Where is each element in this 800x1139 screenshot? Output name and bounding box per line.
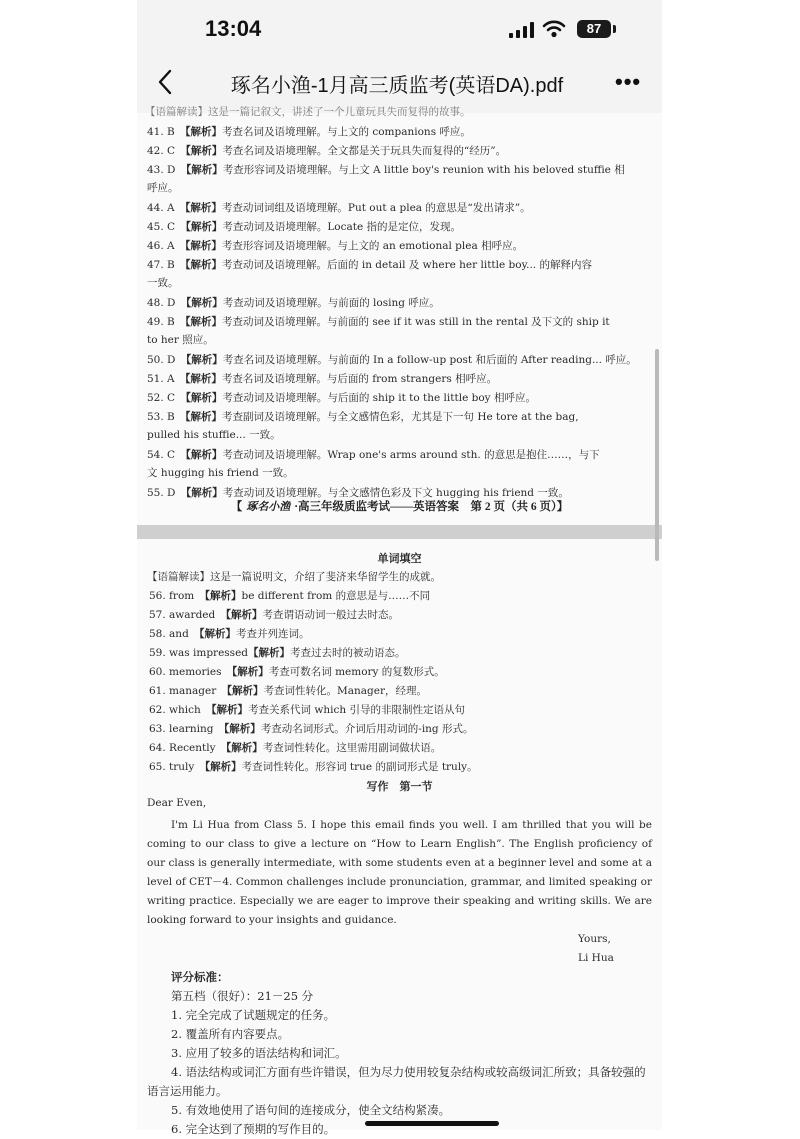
phone-screen xyxy=(137,0,662,1136)
answer-row: 45. C 【解析】考查动词及语境理解。Locate 指的是定位，发现。 xyxy=(147,221,462,233)
fill-row: 57. awarded 【解析】考查谓语动词一般过去时态。 xyxy=(149,609,399,621)
answer-row: 55. D 【解析】考查动词及语境理解。与全文感情色彩及下文 hugging his friend 一致。 xyxy=(147,487,569,499)
criteria-item: 3. 应用了较多的语法结构和词汇。 xyxy=(171,1046,347,1060)
section-title: 单词填空 xyxy=(377,552,422,565)
right-margin xyxy=(662,0,800,1130)
home-indicator[interactable] xyxy=(365,1121,499,1126)
criteria-item: 5. 有效地使用了语句间的连接成分，使全文结构紧凑。 xyxy=(171,1103,451,1117)
wifi-icon xyxy=(542,20,566,38)
essay-body: I'm Li Hua from Class 5. I hope this email finds you well. I am thrilled that you will be coming to our class to give a lecture on “How to Learn English”. The English proficiency of our class is generally intermediate, with some students even at a beginner level and some at a level of CET－4. Common challenges include pronunciation, grammar, and limited speaking or writing practice. Especially we are eager to improve their speaking and writing skills. We are looking forward to your insights and guidance. xyxy=(147,819,652,926)
scrollbar[interactable] xyxy=(655,349,659,561)
page-divider xyxy=(137,525,662,539)
page-footer: 【 琢名小渔 ·高三年级质监考试——英语答案 第 2 页（共 6 页）】 xyxy=(230,500,569,513)
answer-row: 53. B 【解析】考查副词及语境理解。与全文感情色彩，尤其是下一句 He tore at the bag, pulled his stuffie... 一致。 xyxy=(147,408,653,444)
status-bar xyxy=(137,0,662,55)
criteria-item: 2. 覆盖所有内容要点。 xyxy=(171,1027,290,1041)
publisher-logo: 琢名小渔 xyxy=(246,500,291,513)
fill-row: 58. and 【解析】考查并列连词。 xyxy=(149,628,310,640)
fill-row: 60. memories 【解析】考查可数名词 memory 的复数形式。 xyxy=(149,666,445,678)
answer-continuation: 一致。 xyxy=(147,277,179,289)
answer-row: 48. D 【解析】考查动词及语境理解。与前面的 losing 呼应。 xyxy=(147,297,440,309)
answer-row: 46. A 【解析】考查形容词及语境理解。与上文的 an emotional plea 相呼应。 xyxy=(147,240,524,252)
answer-row: 44. A 【解析】考查动词词组及语境理解。Put out a plea 的意思是“发出请求”。 xyxy=(147,202,531,214)
fill-row: 62. which 【解析】考查关系代词 which 引导的非限制性定语从句 xyxy=(149,704,465,716)
passage-intro: 【语篇解读】这是一篇说明文，介绍了斐济来华留学生的成就。 xyxy=(147,571,441,583)
answer-continuation: 文 hugging his friend 一致。 xyxy=(147,467,294,479)
cut-off-line: 【语篇解读】这是一篇记叙文，讲述了一个儿童玩具失而复得的故事。 xyxy=(145,106,471,118)
answer-row: 50. D 【解析】考查名词及语境理解。与前面的 In a follow-up post 和后面的 After reading... 呼应。 xyxy=(147,354,637,366)
fill-row: 64. Recently 【解析】考查词性转化。这里需用副词做状语。 xyxy=(149,742,442,754)
answer-row: 42. C 【解析】考查名词及语境理解。全文都是关于玩具失而复得的“经历”。 xyxy=(147,145,507,157)
document-title: 琢名小渔-1月高三质监考(英语DA).pdf xyxy=(230,75,564,97)
fill-row: 59. was impressed【解析】考查过去时的被动语态。 xyxy=(149,647,406,659)
criteria-item: 6. 完全达到了预期的写作目的。 xyxy=(171,1122,336,1136)
cellular-signal-icon xyxy=(509,22,535,38)
closing: Yours, xyxy=(578,933,611,945)
clock-time: 13:04 xyxy=(205,16,262,41)
answer-row: 41. B 【解析】考查名词及语境理解。与上文的 companions 呼应。 xyxy=(147,126,471,138)
left-margin xyxy=(0,0,137,1130)
answer-row: 49. B 【解析】考查动词及语境理解。与前面的 see if it was still in the rental 及下文的 ship it to her 照应。 xyxy=(147,313,653,349)
answer-row: 43. D 【解析】考查形容词及语境理解。与上文 A little boy's reunion with his beloved stuffie 相 呼应。 xyxy=(147,161,653,197)
answer-continuation: pulled his stuffie... 一致。 xyxy=(147,429,281,441)
fill-row: 61. manager 【解析】考查词性转化。Manager，经理。 xyxy=(149,685,427,697)
pdf-page-2 xyxy=(137,106,662,525)
answer-continuation: to her 照应。 xyxy=(147,334,214,346)
battery-nub xyxy=(613,25,616,33)
pdf-page-3 xyxy=(137,539,662,1136)
answer-row: 52. C 【解析】考查动词及语境理解。与后面的 ship it to the little boy 相呼应。 xyxy=(147,392,536,404)
criteria-level: 第五档（很好）：21－25 分 xyxy=(171,989,314,1003)
fill-row: 65. truly 【解析】考查词性转化。形容词 true 的副词形式是 truly。 xyxy=(149,761,478,773)
writing-section-title: 写作 第一节 xyxy=(366,780,433,793)
answer-continuation: 呼应。 xyxy=(147,182,179,194)
fill-row: 63. learning 【解析】考查动名词形式。介词后用动词的-ing 形式。 xyxy=(149,723,474,735)
criteria-item: 1. 完全完成了试题规定的任务。 xyxy=(171,1008,336,1022)
more-options-icon[interactable]: ••• xyxy=(615,69,642,94)
answer-row: 51. A 【解析】考查名词及语境理解。与后面的 from strangers 相呼应。 xyxy=(147,373,498,385)
criteria-item: 4. 语法结构或词汇方面有些许错误，但为尽力使用较复杂结构或较高级词汇所致；具备较强的语言运用能力。 xyxy=(147,1065,646,1098)
battery-icon: 87 xyxy=(577,20,611,38)
signature: Li Hua xyxy=(578,952,614,964)
answer-row: 54. C 【解析】考查动词及语境理解。Wrap one's arms around sth. 的意思是抱住……，与下 文 hugging his friend 一致。 xyxy=(147,446,653,482)
criteria-title: 评分标准： xyxy=(171,970,229,984)
salutation: Dear Even, xyxy=(147,797,207,809)
chevron-left-icon[interactable] xyxy=(151,65,181,99)
fill-row: 56. from 【解析】be different from 的意思是与……不同 xyxy=(149,590,431,602)
answer-row: 47. B 【解析】考查动词及语境理解。后面的 in detail 及 where her little boy... 的解释内容 一致。 xyxy=(147,256,653,292)
